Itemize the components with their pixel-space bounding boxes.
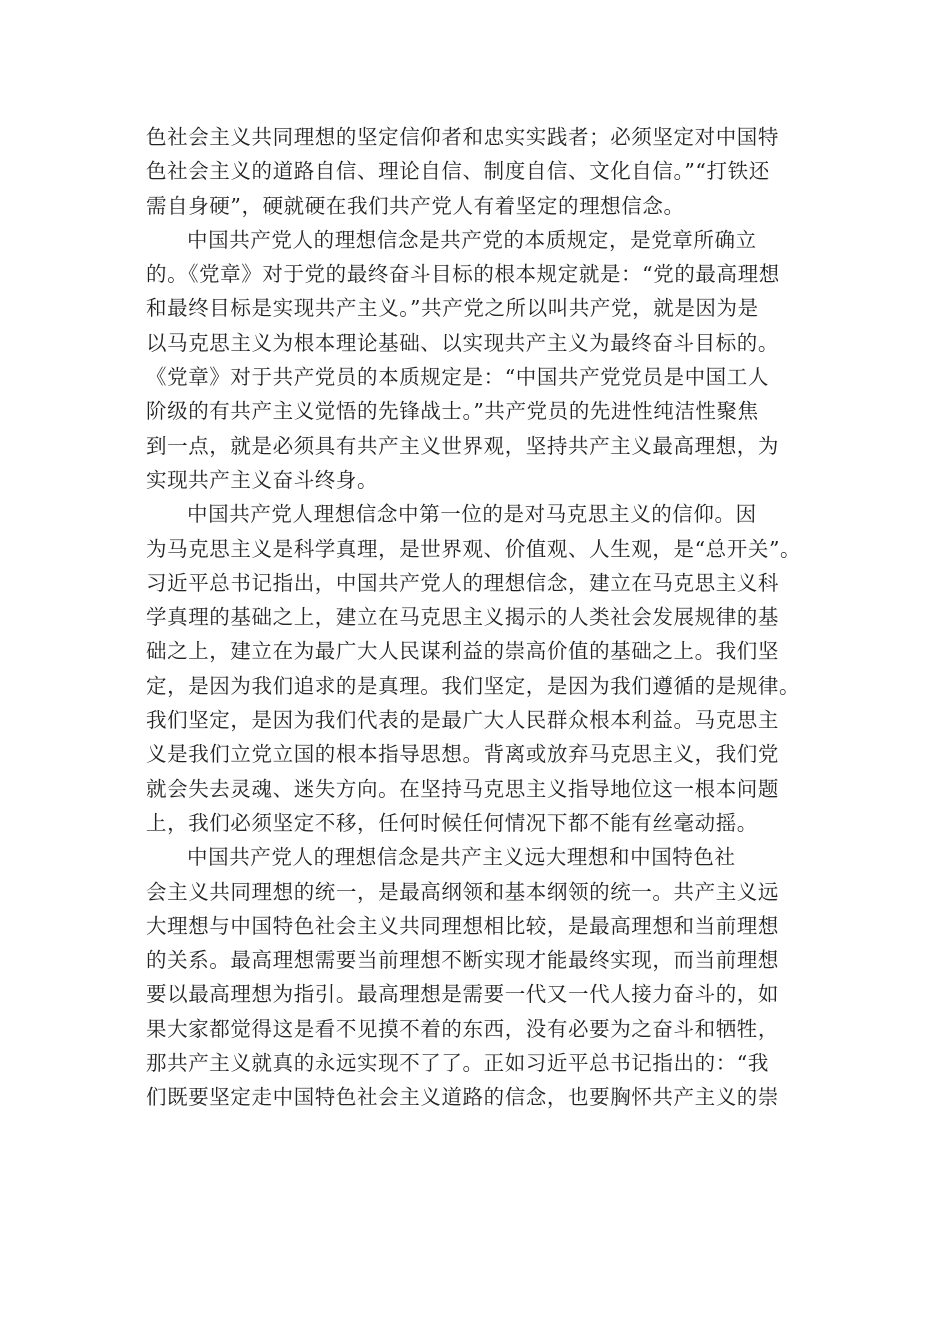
text-line: 上，我们必须坚定不移，任何时候任何情况下都不能有丝毫动摇。 xyxy=(146,810,758,835)
text-line: 中国共产党人的理想信念是共产主义远大理想和中国特色社 xyxy=(187,845,736,870)
text-line: 会主义共同理想的统一，是最高纲领和基本纲领的统一。共产主义远 xyxy=(146,879,779,904)
text-line: 色社会主义的道路自信、理论自信、制度自信、文化自信。”“打铁还 xyxy=(146,159,770,184)
text-line: 色社会主义共同理想的坚定信仰者和忠实实践者；必须坚定对中国特 xyxy=(146,125,779,149)
text-line: 果大家都觉得这是看不见摸不着的东西，没有必要为之奋斗和牺牲， xyxy=(146,1016,779,1041)
text-line: 础之上，建立在为最广大人民谋利益的崇高价值的基础之上。我们坚 xyxy=(146,639,779,664)
body-text xyxy=(146,120,806,1115)
text-line: 那共产主义就真的永远实现不了了。正如习近平总书记指出的：“我 xyxy=(146,1051,769,1076)
text-line: 要以最高理想为指引。最高理想是需要一代又一代人接力奋斗的，如 xyxy=(146,982,779,1007)
text-line: 义是我们立党立国的根本指导思想。背离或放弃马克思主义，我们党 xyxy=(146,742,779,767)
text-line: 实现共产主义奋斗终身。 xyxy=(146,467,379,492)
text-line: 就会失去灵魂、迷失方向。在坚持马克思主义指导地位这一根本问题 xyxy=(146,776,779,801)
text-line: 到一点，就是必须具有共产主义世界观，坚持共产主义最高理想，为 xyxy=(146,433,779,458)
paragraph xyxy=(146,840,806,1114)
text-line: 的。《党章》对于党的最终奋斗目标的根本规定就是：“党的最高理想 xyxy=(146,262,780,287)
text-line: 《党章》对于共产党员的本质规定是：“中国共产党党员是中国工人 xyxy=(146,365,769,390)
text-line: 们既要坚定走中国特色社会主义道路的信念，也要胸怀共产主义的崇 xyxy=(146,1085,779,1110)
text-line: 习近平总书记指出，中国共产党人的理想信念，建立在马克思主义科 xyxy=(146,570,779,595)
text-line: 为马克思主义是科学真理，是世界观、价值观、人生观，是“总开关”。 xyxy=(146,536,802,561)
text-line: 和最终目标是实现共产主义。”共产党之所以叫共产党，就是因为是 xyxy=(146,296,759,321)
paragraph xyxy=(146,223,806,497)
paragraph xyxy=(146,497,806,840)
text-line: 中国共产党人的理想信念是共产党的本质规定，是党章所确立 xyxy=(187,227,757,252)
text-line: 以马克思主义为根本理论基础、以实现共产主义为最终奋斗目标的。 xyxy=(146,330,779,355)
text-line: 需自身硬”，硬就硬在我们共产党人有着坚定的理想信念。 xyxy=(146,193,685,218)
text-line: 的关系。最高理想需要当前理想不断实现才能最终实现，而当前理想 xyxy=(146,948,779,973)
text-line: 我们坚定，是因为我们代表的是最广大人民群众根本利益。马克思主 xyxy=(146,708,779,733)
text-line: 定，是因为我们追求的是真理。我们坚定，是因为我们遵循的是规律。 xyxy=(146,673,801,698)
text-line: 中国共产党人理想信念中第一位的是对马克思主义的信仰。因 xyxy=(187,502,757,527)
text-line: 大理想与中国特色社会主义共同理想相比较，是最高理想和当前理想 xyxy=(146,913,779,938)
text-line: 阶级的有共产主义觉悟的先锋战士。”共产党员的先进性纯洁性聚焦 xyxy=(146,399,759,424)
paragraph xyxy=(146,120,806,223)
text-line: 学真理的基础之上，建立在马克思主义揭示的人类社会发展规律的基 xyxy=(146,605,779,630)
